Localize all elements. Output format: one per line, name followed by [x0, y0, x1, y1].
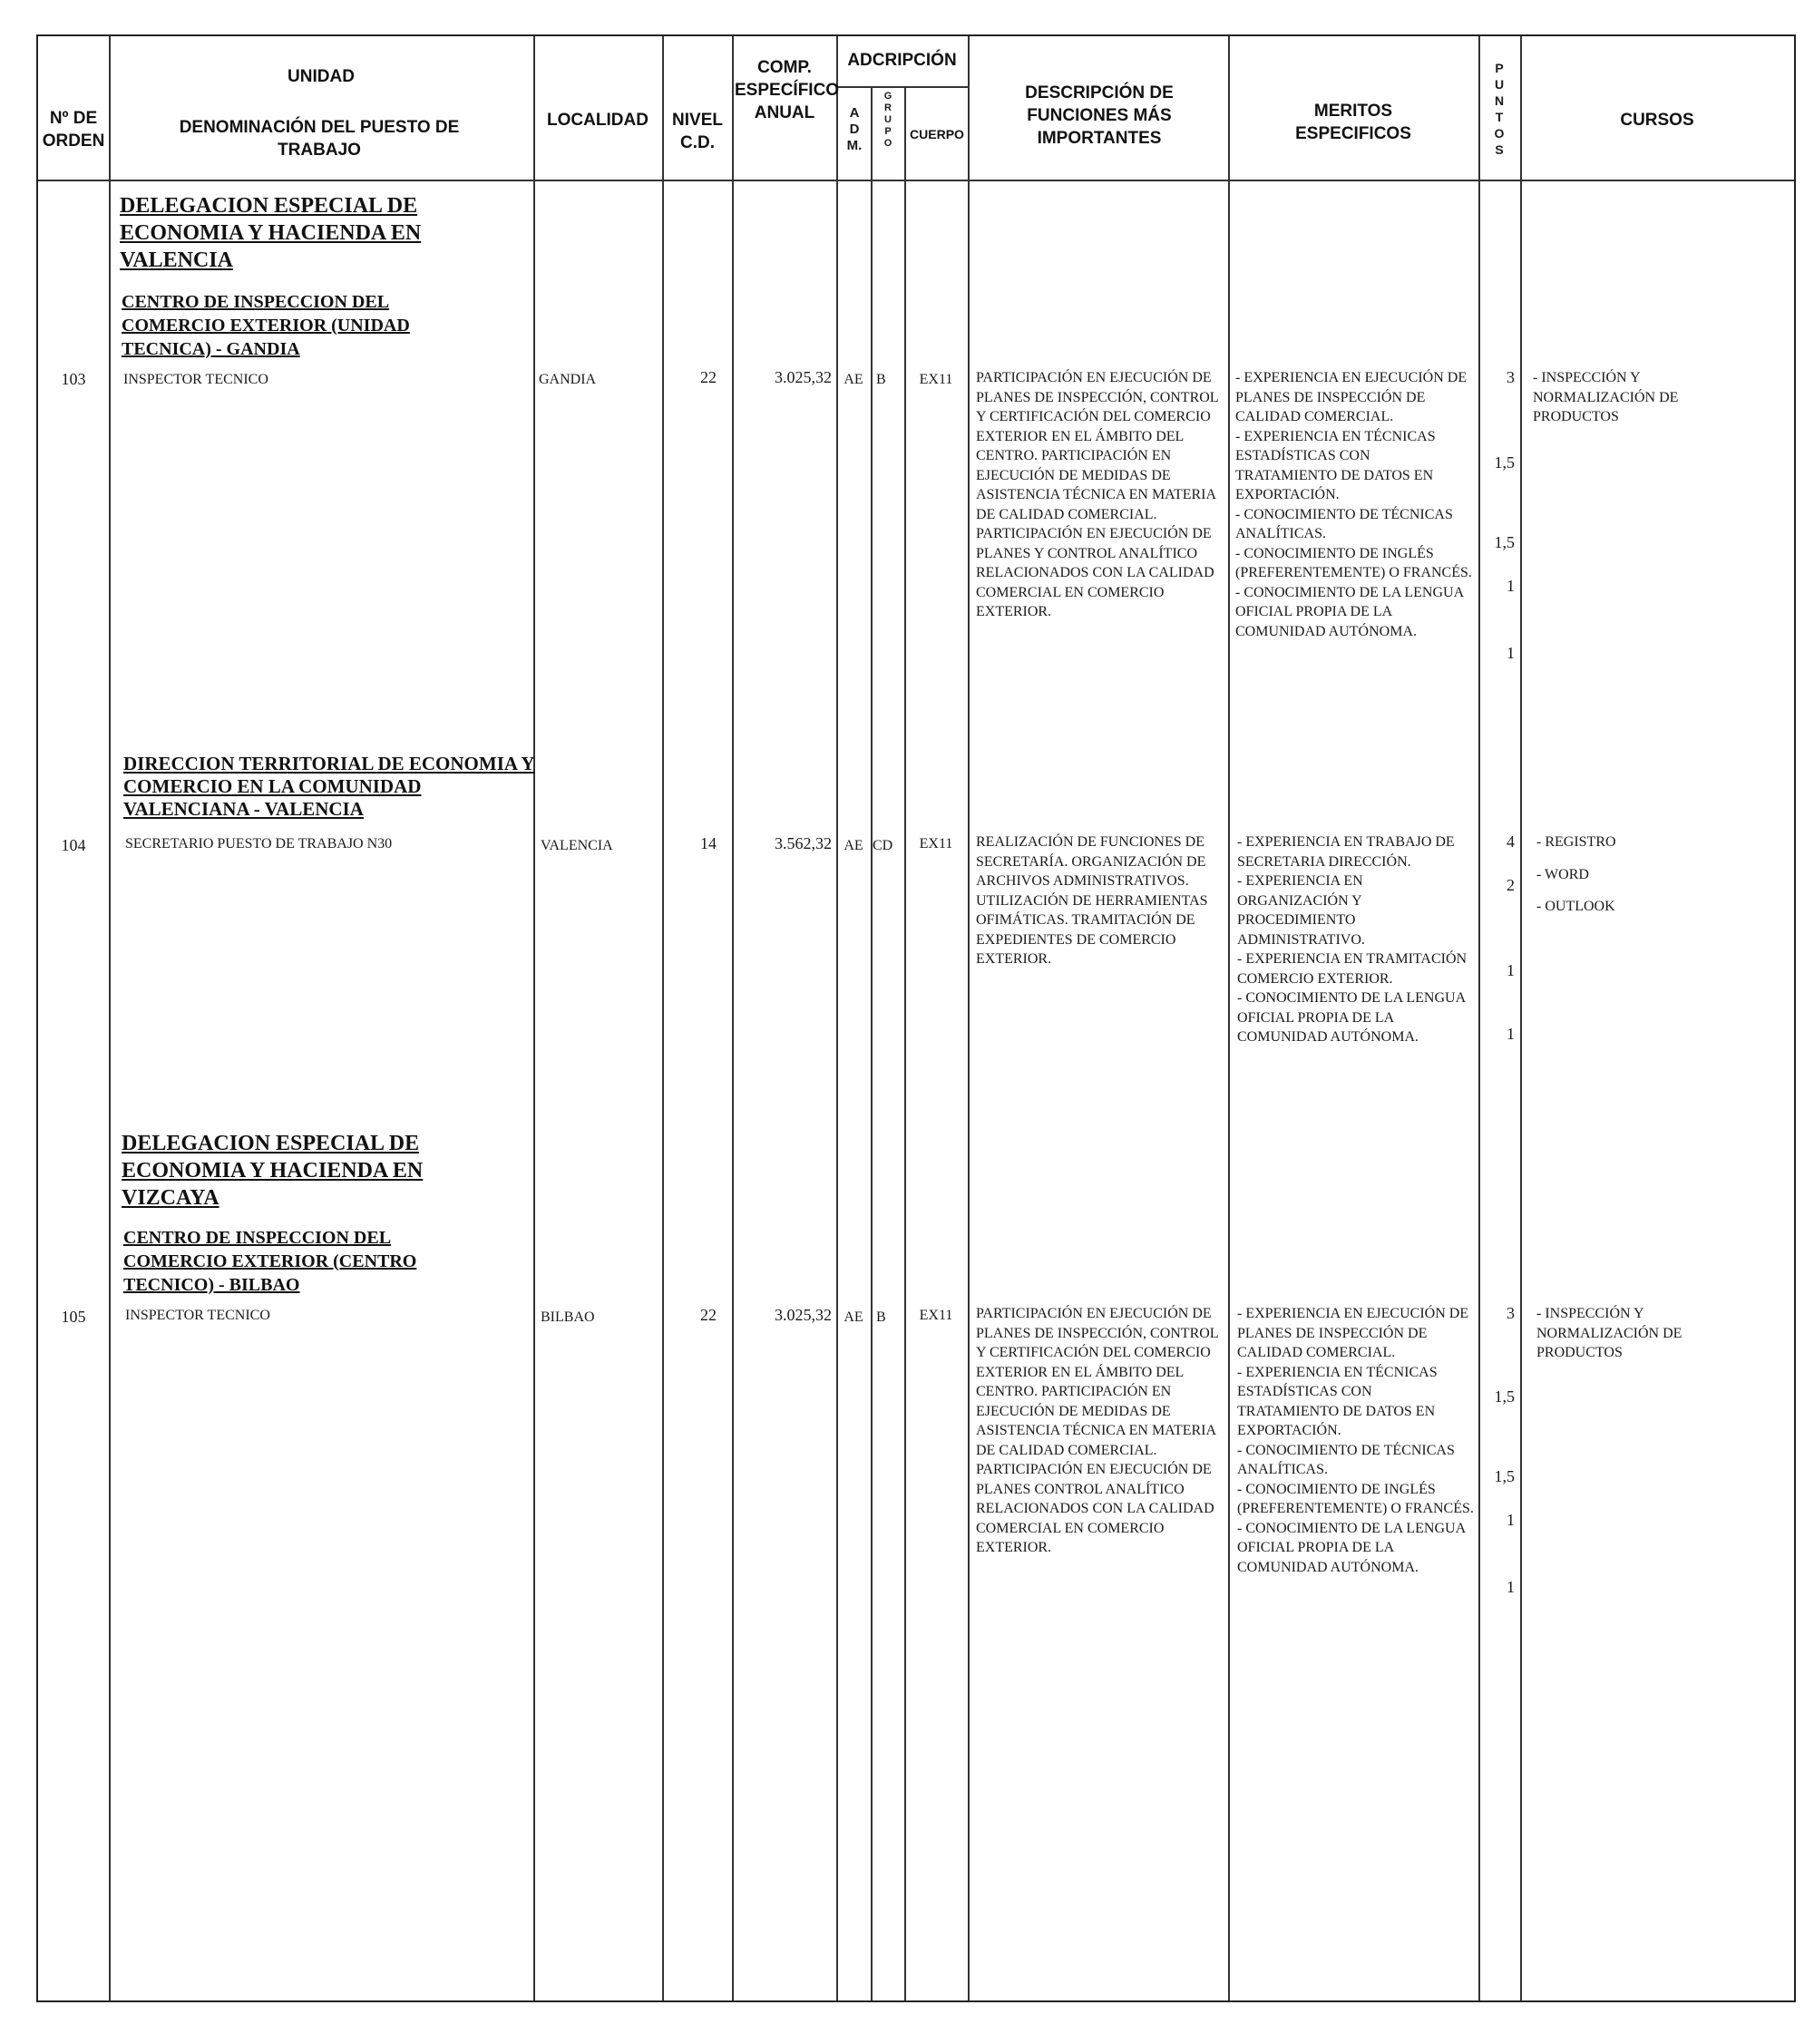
- row-puntos: 3: [1507, 1304, 1515, 1322]
- row-puntos: 1: [1507, 644, 1515, 662]
- header-descripcion: DESCRIPCIÓN DE FUNCIONES MÁS IMPORTANTES: [1025, 83, 1174, 148]
- row-meritos: [1237, 832, 1475, 1047]
- row-comp: 3.025,32: [775, 368, 832, 386]
- header-adm: A D M.: [846, 105, 863, 153]
- row-puesto: INSPECTOR TECNICO: [123, 372, 268, 387]
- header-localidad: LOCALIDAD: [547, 111, 649, 130]
- merito-item: - EXPERIENCIA EN ORGANIZACIÓN Y PROCEDIMIENTO ADMINISTRATIVO.: [1237, 873, 1365, 948]
- section-title: DELEGACION ESPECIAL DE ECONOMIA Y HACIENDA EN VIZCAYA: [122, 1132, 424, 1210]
- row-puntos: 1: [1507, 1025, 1515, 1043]
- merito-item: - EXPERIENCIA EN TÉCNICAS ESTADÍSTICAS CON TRATAMIENTO DE DATOS EN EXPORTACIÓN.: [1235, 428, 1436, 502]
- merito-item: - CONOCIMIENTO DE INGLÉS (PREFERENTEMENTE) O FRANCÉS.: [1235, 545, 1472, 580]
- header-denominacion: DENOMINACIÓN DEL PUESTO DE TRABAJO: [179, 118, 460, 160]
- row-grupo: CD: [873, 838, 893, 853]
- row-puntos: 1,5: [1494, 533, 1515, 551]
- row-puntos: 2: [1507, 876, 1515, 894]
- header-puntos: P U N T O S: [1494, 61, 1505, 157]
- merito-item: - CONOCIMIENTO DE TÉCNICAS ANALÍTICAS.: [1237, 1442, 1455, 1477]
- row-localidad: VALENCIA: [541, 838, 613, 853]
- merito-item: - CONOCIMIENTO DE LA LENGUA OFICIAL PROPIA DE LA COMUNIDAD AUTÓNOMA.: [1237, 1520, 1466, 1575]
- row-cursos: [1533, 368, 1741, 427]
- row-descripcion: PARTICIPACIÓN EN EJECUCIÓN DE PLANES DE INSPECCIÓN, CONTROL Y CERTIFICACIÓN DEL COMERCIO EXTERIOR EN EL ÁMBITO DEL CENTRO. PARTICIPACIÓN EN EJECUCIÓN DE MEDIDAS DE ASISTENCIA TÉCNICA EN MATERIA DE CALIDAD COMERCIAL. PARTICIPACIÓN EN EJECUCIÓN DE PLANES Y CONTROL ANALÍTICO RELACIONADOS CON LA CALIDAD COMERCIAL EN COMERCIO EXTERIOR.: [976, 370, 1218, 619]
- row-cuerpo: EX11: [919, 1308, 953, 1323]
- col-divider: [1228, 36, 1230, 2000]
- row-orden: 103: [61, 370, 86, 388]
- curso-item: - INSPECCIÓN Y NORMALIZACIÓN DE PRODUCTOS: [1536, 1306, 1682, 1360]
- header-adscripcion: ADCRIPCIÓN: [847, 51, 957, 70]
- row-puntos: 1: [1507, 577, 1515, 595]
- col-divider: [968, 36, 970, 2000]
- merito-item: - CONOCIMIENTO DE INGLÉS (PREFERENTEMENTE) O FRANCÉS.: [1237, 1481, 1474, 1516]
- row-comp: 3.025,32: [775, 1306, 832, 1324]
- header-meritos: MERITOS ESPECIFICOS: [1295, 102, 1411, 143]
- section-subtitle: CENTRO DE INSPECCION DEL COMERCIO EXTERIOR (CENTRO TECNICO) - BILBAO: [123, 1228, 417, 1295]
- merito-item: - CONOCIMIENTO DE LA LENGUA OFICIAL PROPIA DE LA COMUNIDAD AUTÓNOMA.: [1237, 990, 1466, 1045]
- row-puntos: 1: [1507, 1578, 1515, 1596]
- merito-item: - CONOCIMIENTO DE LA LENGUA OFICIAL PROPIA DE LA COMUNIDAD AUTÓNOMA.: [1235, 584, 1464, 639]
- row-puesto: INSPECTOR TECNICO: [125, 1308, 270, 1323]
- col-divider: [662, 36, 664, 2000]
- header-nivel: NIVEL C.D.: [672, 111, 723, 152]
- header-unidad: UNIDAD: [288, 67, 355, 86]
- row-cuerpo: EX11: [919, 836, 953, 852]
- job-positions-table: [36, 34, 1796, 2002]
- col-divider: [732, 36, 734, 2000]
- header-orden: Nº DE ORDEN: [42, 109, 105, 151]
- row-descripcion: REALIZACIÓN DE FUNCIONES DE SECRETARÍA. ORGANIZACIÓN DE ARCHIVOS ADMINISTRATIVOS. UTILIZACIÓN DE HERRAMIENTAS OFIMÁTICAS. TRAMITACIÓN DE EXPEDIENTES DE COMERCIO EXTERIOR.: [976, 834, 1208, 967]
- curso-item: - INSPECCIÓN Y NORMALIZACIÓN DE PRODUCTOS: [1533, 370, 1679, 424]
- merito-item: - EXPERIENCIA EN TRAMITACIÓN COMERCIO EXTERIOR.: [1237, 951, 1468, 987]
- row-cursos: [1536, 1304, 1745, 1363]
- row-orden: 105: [61, 1308, 86, 1326]
- row-puntos: 4: [1507, 832, 1515, 851]
- merito-item: - EXPERIENCIA EN EJECUCIÓN DE PLANES DE INSPECCIÓN DE CALIDAD COMERCIAL.: [1237, 1306, 1469, 1360]
- adscripcion-divider: [836, 86, 968, 88]
- header-comp: COMP. ESPECÍFICO ANUAL: [735, 58, 840, 122]
- row-orden: 104: [61, 836, 86, 854]
- row-nivel: 22: [700, 368, 717, 386]
- curso-item: - WORD: [1536, 866, 1589, 882]
- row-grupo: B: [876, 1309, 886, 1325]
- section-subtitle: CENTRO DE INSPECCION DEL COMERCIO EXTERIOR (UNIDAD TECNICA) - GANDIA: [122, 292, 410, 359]
- col-divider: [871, 86, 873, 2000]
- header-grupo: G R U P O: [883, 91, 892, 149]
- curso-item: - OUTLOOK: [1536, 899, 1615, 914]
- row-adm: AE: [844, 372, 863, 387]
- curso-item: - REGISTRO: [1536, 834, 1616, 850]
- row-nivel: 14: [700, 834, 717, 852]
- row-grupo: B: [876, 372, 886, 387]
- row-descripcion: PARTICIPACIÓN EN EJECUCIÓN DE PLANES DE INSPECCIÓN, CONTROL Y CERTIFICACIÓN DEL COMERCIO EXTERIOR EN EL ÁMBITO DEL CENTRO. PARTICIPACIÓN EN EJECUCIÓN DE MEDIDAS DE ASISTENCIA TÉCNICA EN MATERIA DE CALIDAD COMERCIAL. PARTICIPACIÓN EN EJECUCIÓN DE PLANES CONTROL ANALÍTICO RELACIONADOS CON LA CALIDAD COMERCIAL EN COMERCIO EXTERIOR.: [976, 1306, 1218, 1555]
- merito-item: - EXPERIENCIA EN TÉCNICAS ESTADÍSTICAS CON TRATAMIENTO DE DATOS EN EXPORTACIÓN.: [1237, 1364, 1438, 1438]
- row-comp: 3.562,32: [775, 834, 832, 852]
- header-cursos: CURSOS: [1620, 111, 1694, 130]
- row-localidad: BILBAO: [541, 1309, 595, 1325]
- row-adm: AE: [844, 1309, 863, 1325]
- header-bottom-line: [38, 180, 1794, 181]
- row-puntos: 1: [1507, 1511, 1515, 1529]
- col-divider: [1520, 36, 1522, 2000]
- row-localidad: GANDIA: [539, 372, 597, 387]
- merito-item: - EXPERIENCIA EN TRABAJO DE SECRETARIA DIRECCIÓN.: [1237, 834, 1455, 870]
- row-puesto: SECRETARIO PUESTO DE TRABAJO N30: [125, 836, 393, 852]
- merito-item: - CONOCIMIENTO DE TÉCNICAS ANALÍTICAS.: [1235, 506, 1453, 541]
- row-cursos: [1536, 832, 1745, 917]
- row-puntos: 1,5: [1494, 1387, 1515, 1406]
- row-cuerpo: EX11: [919, 372, 953, 387]
- section-title: DIRECCION TERRITORIAL DE ECONOMIA Y COMERCIO EN LA COMUNIDAD VALENCIANA - VALENCIA: [123, 753, 535, 820]
- col-divider: [836, 36, 838, 2000]
- col-divider: [109, 36, 111, 2000]
- row-adm: AE: [844, 838, 863, 853]
- row-puntos: 1,5: [1494, 453, 1515, 472]
- row-meritos: [1235, 368, 1475, 641]
- col-divider: [533, 36, 535, 2000]
- merito-item: - EXPERIENCIA EN EJECUCIÓN DE PLANES DE INSPECCIÓN DE CALIDAD COMERCIAL.: [1235, 370, 1468, 424]
- header-cuerpo: CUERPO: [910, 127, 964, 141]
- row-nivel: 22: [700, 1306, 717, 1324]
- row-meritos: [1237, 1304, 1475, 1577]
- row-puntos: 3: [1507, 368, 1515, 386]
- col-divider: [1478, 36, 1480, 2000]
- row-puntos: 1,5: [1494, 1467, 1515, 1485]
- row-puntos: 1: [1507, 961, 1515, 979]
- section-title: DELEGACION ESPECIAL DE ECONOMIA Y HACIENDA EN VALENCIA: [120, 194, 422, 272]
